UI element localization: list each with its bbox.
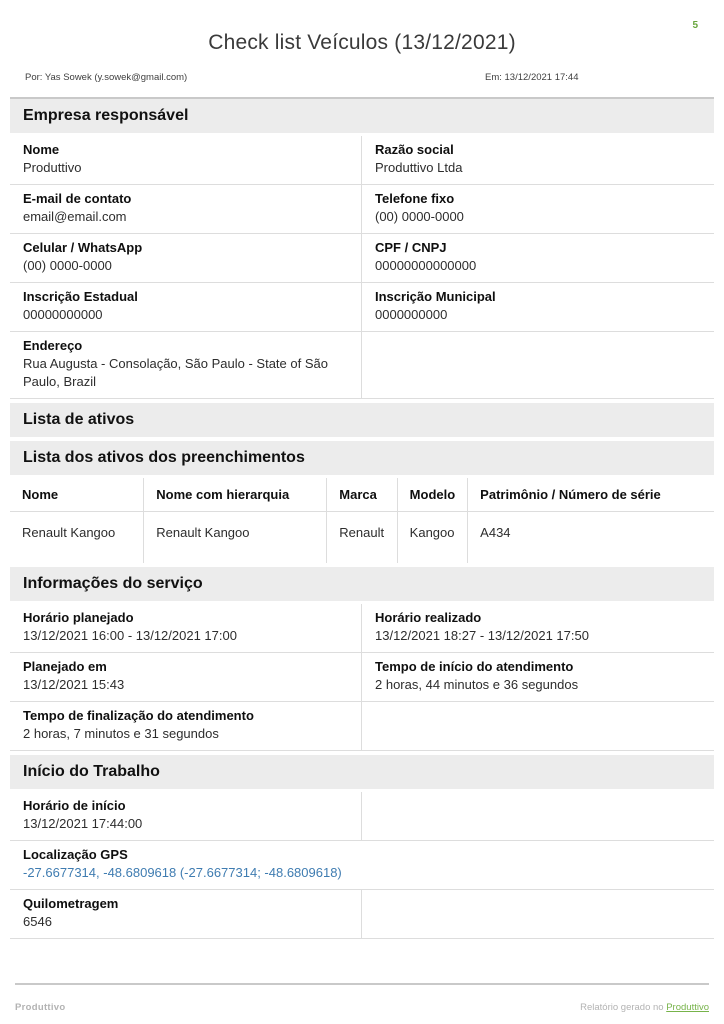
field-label: Inscrição Municipal [375,289,496,304]
report-content [10,97,714,939]
field-horario-inicio [10,792,362,841]
field-value: email@email.com [23,209,127,224]
field-label: Endereço [23,338,83,353]
field-horario-planejado [10,604,362,653]
asset-modelo: Kangoo [397,512,468,564]
field-value: 2 horas, 44 minutos e 36 segundos [375,677,579,692]
section-header-inicio-trabalho: Início do Trabalho [10,755,714,789]
field-inscricao-estadual [10,283,362,332]
field-razao-social [362,136,714,185]
field-value: Rua Augusta - Consolação, São Paulo - State of São Paulo, Brazil [23,356,328,389]
report-author: Por: Yas Sowek (y.sowek@gmail.com) [25,72,188,83]
page-number: 5 [692,20,698,31]
field-label: Quilometragem [23,896,119,911]
table-row [10,512,714,564]
field-horario-realizado [362,604,714,653]
column-header-patrimonio: Patrimônio / Número de série [468,478,714,512]
field-value: 13/12/2021 15:43 [23,677,125,692]
field-value: Produttivo [23,160,82,175]
field-value: 00000000000000 [375,258,477,273]
assets-table [10,478,714,563]
section-header-lista-de-ativos: Lista de ativos [10,403,714,437]
field-label: Nome [23,142,60,157]
field-empty-cell [362,792,714,841]
report-meta [10,72,714,84]
field-label: Horário planejado [23,610,134,625]
section-header-empresa-responsavel: Empresa responsável [10,99,714,133]
field-label: Planejado em [23,659,107,674]
field-value: 2 horas, 7 minutos e 31 segundos [23,726,219,741]
field-empty-cell [362,332,714,399]
column-header-nome: Nome [10,478,144,512]
field-telefone-fixo [362,185,714,234]
section-header-informacoes-servico: Informações do serviço [10,567,714,601]
field-value: Produttivo Ltda [375,160,463,175]
field-empty-cell [362,702,714,751]
field-label: Horário de início [23,798,126,813]
column-header-marca: Marca [327,478,397,512]
field-value: 6546 [23,914,52,929]
field-inscricao-municipal [362,283,714,332]
report-title: Check list Veículos (13/12/2021) [208,31,516,54]
field-planejado-em [10,653,362,702]
field-tempo-finalizacao-atendimento [10,702,362,751]
field-value: 00000000000 [23,307,103,322]
work-start-field-grid [10,792,714,939]
asset-nome: Renault Kangoo [22,525,116,540]
field-label: Localização GPS [23,847,128,862]
field-value: 13/12/2021 17:44:00 [23,816,143,831]
field-value: 13/12/2021 16:00 - 13/12/2021 17:00 [23,628,237,643]
gps-location-link[interactable]: -27.6677314, -48.6809618 (-27.6677314; -48.6809618) [23,865,342,880]
field-quilometragem [10,890,362,939]
field-localizacao-gps [10,841,714,890]
field-nome [10,136,362,185]
footer-generated-prefix: Relatório gerado no [580,1002,664,1013]
column-header-modelo: Modelo [397,478,468,512]
field-email-contato [10,185,362,234]
field-label: Horário realizado [375,610,482,625]
produttivo-link[interactable]: Produttivo [666,1002,709,1013]
field-value: (00) 0000-0000 [23,258,112,273]
field-label: CPF / CNPJ [375,240,447,255]
field-label: E-mail de contato [23,191,132,206]
asset-patrimonio: A434 [468,512,714,564]
field-value: (00) 0000-0000 [375,209,464,224]
section-header-lista-dos-ativos: Lista dos ativos dos preenchimentos [10,441,714,475]
field-celular-whatsapp [10,234,362,283]
field-empty-cell [362,890,714,939]
company-field-grid [10,136,714,399]
footer-divider [15,983,709,985]
field-label: Tempo de início do atendimento [375,659,574,674]
field-tempo-inicio-atendimento [362,653,714,702]
field-value: 13/12/2021 18:27 - 13/12/2021 17:50 [375,628,589,643]
assets-table-header-row [10,478,714,512]
report-footer [10,983,714,1013]
field-cpf-cnpj [362,234,714,283]
asset-marca: Renault [327,512,397,564]
field-label: Razão social [375,142,454,157]
field-endereco [10,332,362,399]
field-label: Tempo de finalização do atendimento [23,708,254,723]
field-label: Telefone fixo [375,191,455,206]
footer-brand: Produttivo [15,1002,66,1013]
report-generated-at: Em: 13/12/2021 17:44 [485,72,579,83]
field-label: Celular / WhatsApp [23,240,143,255]
column-header-nome-com-hierarquia: Nome com hierarquia [144,478,327,512]
asset-nome-hierarquia: Renault Kangoo [144,512,327,564]
footer-generated-note [580,1002,709,1013]
service-field-grid [10,604,714,751]
field-label: Inscrição Estadual [23,289,138,304]
field-value: 0000000000 [375,307,448,322]
